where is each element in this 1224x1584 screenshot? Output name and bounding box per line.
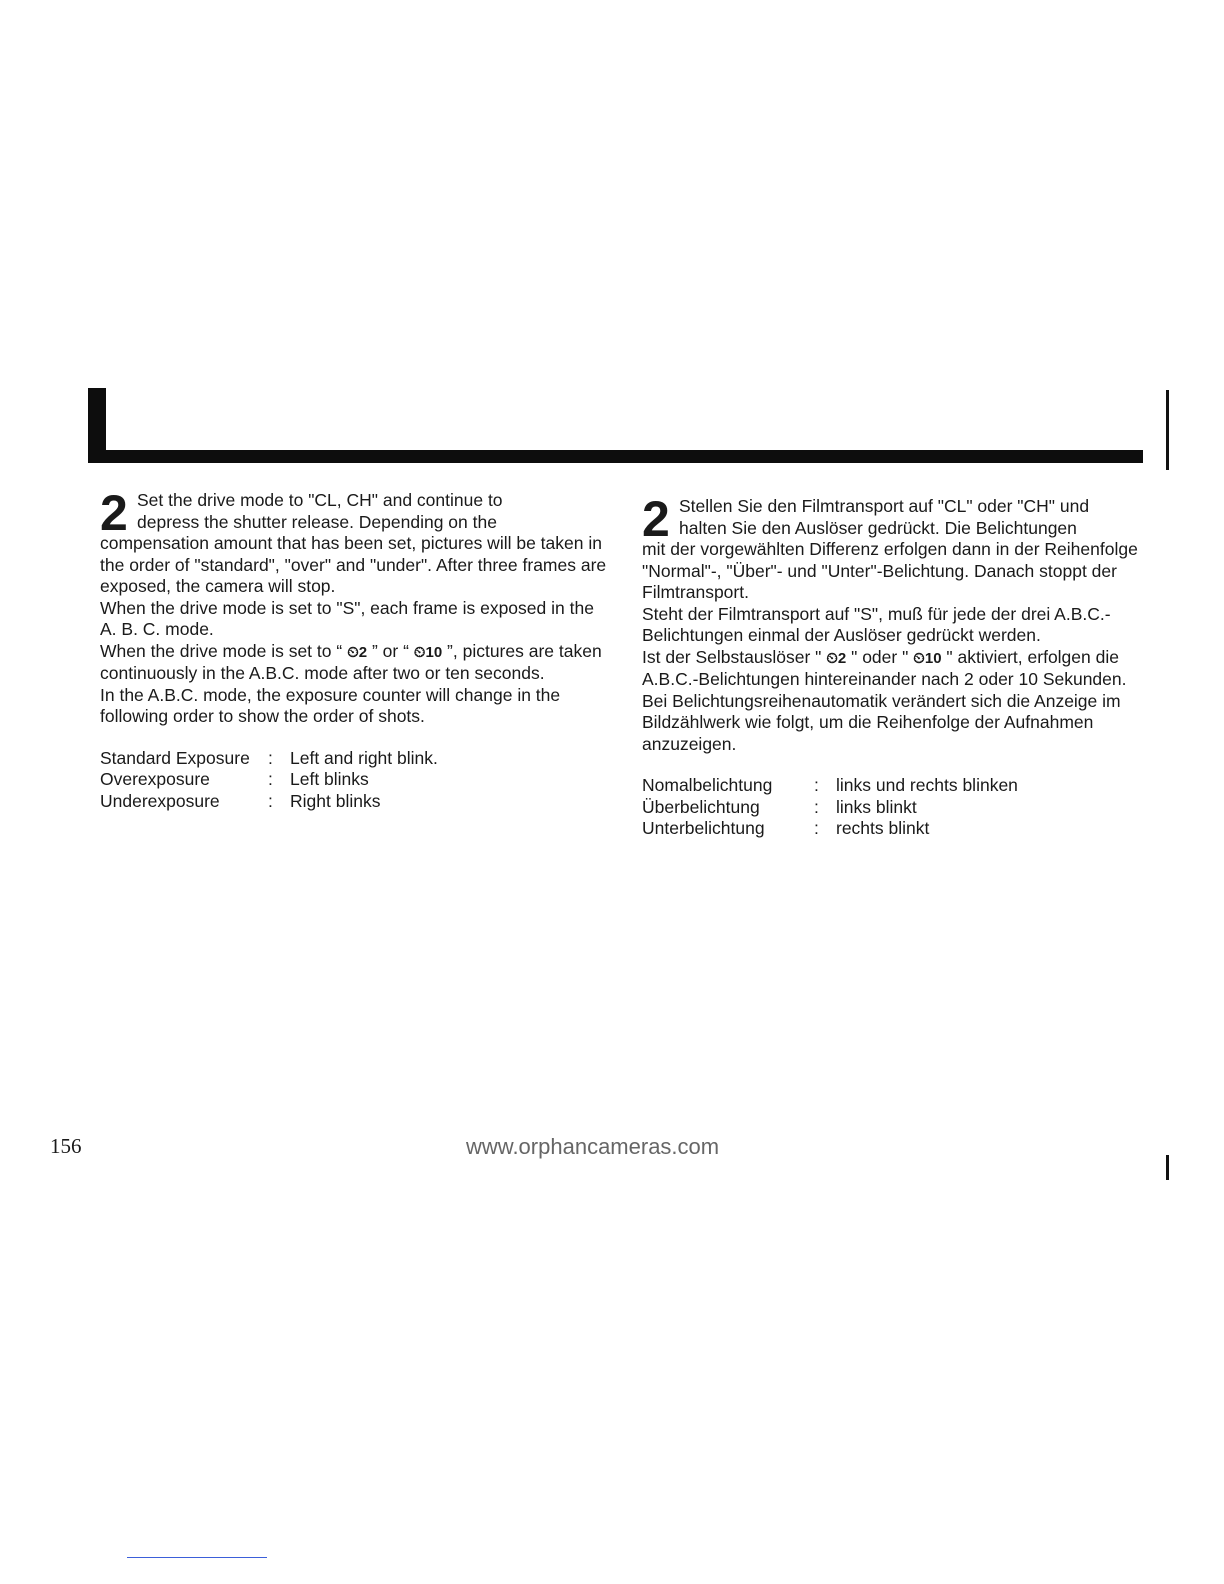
table-row xyxy=(642,797,1152,819)
page-edge-line-bottom xyxy=(1166,1155,1169,1180)
english-step-2 xyxy=(100,485,610,598)
exposure-label: Unterbelichtung xyxy=(642,818,765,838)
exposure-value: Right blinks xyxy=(290,790,381,811)
german-self-timer-text-c: " aktiviert, erfolgen die A.B.C.-Belichtungen hintereinander nach 2 oder 10 Sekunden. xyxy=(642,646,1127,689)
english-self-timer-text-c: ”, pictures are taken continuously in the A.B.C. mode after two or ten seconds. xyxy=(100,640,602,683)
exposure-separator: : xyxy=(268,790,273,811)
exposure-label: Overexposure xyxy=(100,769,210,789)
table-row xyxy=(642,818,1152,840)
self-timer-2-icon: ⏲2 xyxy=(347,643,368,661)
exposure-label: Nomalbelichtung xyxy=(642,775,773,795)
exposure-separator: : xyxy=(268,769,273,789)
english-step-first-line: Set the drive mode to "CL, CH" and continue to xyxy=(137,490,503,510)
exposure-separator: : xyxy=(814,775,819,795)
english-paragraph-s-mode: When the drive mode is set to "S", each frame is exposed in the A. B. C. mode. xyxy=(100,597,594,639)
self-timer-10-icon: ⏲10 xyxy=(413,643,443,661)
english-paragraph-counter: In the A.B.C. mode, the exposure counter will change in the following order to show the order of shots. xyxy=(100,684,561,726)
table-row xyxy=(100,791,610,813)
exposure-separator: : xyxy=(814,796,819,817)
german-paragraph-s-mode: Steht der Filmtransport auf "S", muß für jede der drei A.B.C.-Belichtungen einmal der Auslöser gedrückt werden. xyxy=(642,603,1111,645)
exposure-value: links und rechts blinken xyxy=(836,775,1018,795)
exposure-label: Underexposure xyxy=(100,790,220,811)
english-column xyxy=(100,485,610,812)
exposure-separator: : xyxy=(814,818,819,838)
self-timer-10-icon: ⏲10 xyxy=(913,649,942,667)
exposure-value: Left and right blink. xyxy=(290,747,438,768)
page-number: 156 xyxy=(50,1134,82,1158)
exposure-label: Überbelichtung xyxy=(642,796,760,817)
table-row xyxy=(100,769,610,791)
english-self-timer-text-b: ” or “ xyxy=(367,640,414,661)
english-step-second-line: depress the shutter release. Depending on the xyxy=(137,511,497,532)
german-paragraph-self-timer xyxy=(642,647,1152,691)
english-step-text: compensation amount that has been set, pictures will be taken in the order of "standard", "over" and "under". After three frames are exposed, the camera will stop. xyxy=(100,533,607,596)
exposure-value: links blinkt xyxy=(836,796,917,817)
german-step-first-line: Stellen Sie den Filmtransport auf "CL" oder "CH" und xyxy=(679,496,1090,516)
footer-url-link[interactable]: www.orphancameras.com xyxy=(466,1134,720,1159)
english-paragraph-self-timer xyxy=(100,641,610,685)
exposure-label: Standard Exposure xyxy=(100,747,250,768)
table-row xyxy=(642,775,1152,797)
german-exposure-table xyxy=(642,775,1152,840)
english-exposure-table xyxy=(100,748,610,813)
bottom-rule xyxy=(127,1557,267,1558)
german-self-timer-text-a: Ist der Selbstauslöser " xyxy=(642,646,827,667)
exposure-value: rechts blinkt xyxy=(836,818,930,838)
exposure-value: Left blinks xyxy=(290,769,369,789)
page-edge-line-top xyxy=(1166,390,1169,470)
german-step-text: mit der vorgewählten Differenz erfolgen dann in der Reihenfolge "Normal"-, "Über"- und "Unter"-Belichtung. Danach stoppt der Filmtransport. xyxy=(642,539,1138,602)
english-step-number: 2 xyxy=(100,485,128,541)
exposure-separator: : xyxy=(268,747,273,768)
german-column xyxy=(642,491,1152,840)
german-step-2 xyxy=(642,491,1152,604)
table-row xyxy=(100,748,610,770)
self-timer-2-icon: ⏲2 xyxy=(826,649,847,667)
german-step-number: 2 xyxy=(642,491,670,547)
german-self-timer-text-b: " oder " xyxy=(846,646,914,667)
english-self-timer-text-a: When the drive mode is set to “ xyxy=(100,640,348,661)
german-step-second-line: halten Sie den Auslöser gedrückt. Die Belichtungen xyxy=(679,517,1077,538)
header-bar xyxy=(88,450,1143,463)
german-paragraph-counter: Bei Belichtungsreihenautomatik verändert sich die Anzeige im Bildzählwerk wie folgt, um die Reihenfolge der Aufnahmen anzuzeigen. xyxy=(642,690,1121,754)
